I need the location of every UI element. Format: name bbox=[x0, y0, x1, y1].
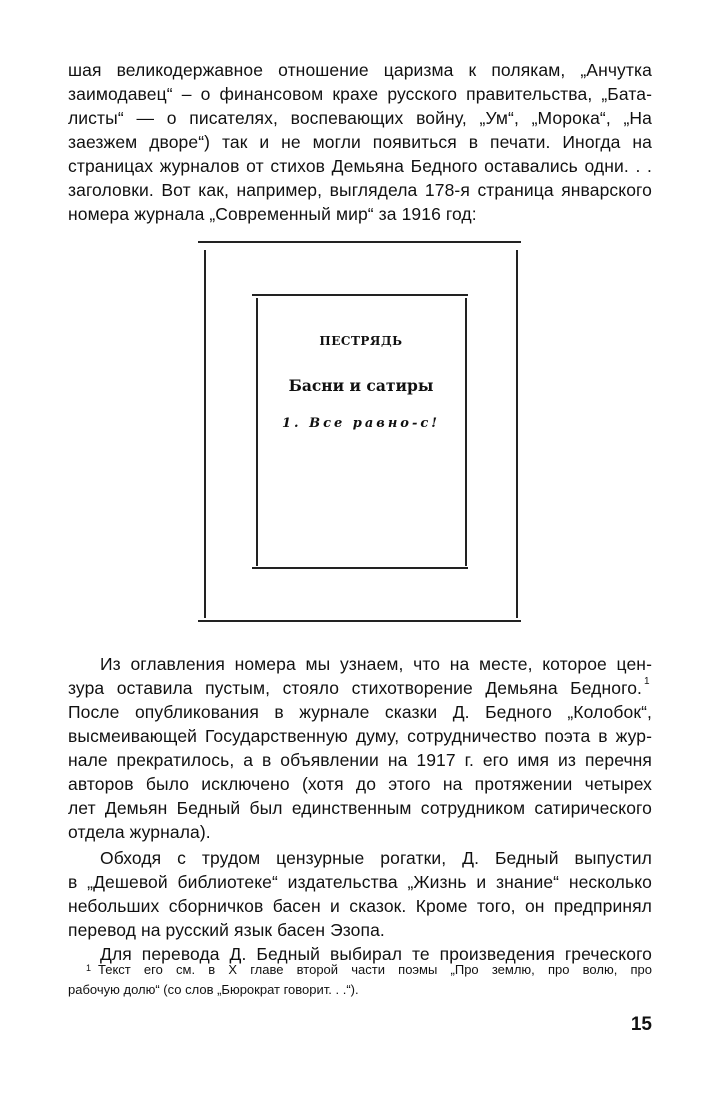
text-line: в „Дешевой библиотеке“ издательства „Жизнь и знание“ несколько bbox=[68, 872, 652, 892]
text-line: небольших сборничков басен и сказок. Кроме того, он предпринял bbox=[68, 896, 652, 916]
text-line: лет Демьян Бедный был единственным сотрудником сатирического bbox=[68, 798, 652, 818]
text-line: высмеивающей Государственную думу, сотрудничество поэта в жур- bbox=[68, 726, 652, 746]
footnote-line: рабочую долю“ (со слов „Бюрократ говорит. . .“). bbox=[68, 982, 359, 997]
text-line: шая великодержавное отношение царизма к полякам, „Анчутка bbox=[68, 60, 652, 80]
figure-item: 1. Все равно-с! bbox=[281, 416, 440, 431]
text-line: Из оглавления номера мы узнаем, что на месте, которое цен- bbox=[100, 654, 652, 674]
text-line: нале прекратилось, а в объявлении на 1917 г. его имя из перечня bbox=[68, 750, 652, 770]
text-line: номера журнала „Современный мир“ за 1916 год: bbox=[68, 204, 477, 224]
text-line-content: зура оставила пустым, стояло стихотворение Демьяна Бедного. bbox=[68, 678, 642, 698]
footnote-line: Текст его см. в X главе второй части поэмы „Про землю, про волю, про bbox=[98, 962, 652, 977]
text-line: авторов было исключено (хотя до этого на протяжении четырех bbox=[68, 774, 652, 794]
inner-frame-bottom-rule bbox=[252, 567, 468, 569]
text-line: После опубликования в журнале сказки Д. Бедного „Колобок“, bbox=[68, 702, 652, 722]
outer-frame-right-rule bbox=[516, 250, 518, 618]
text-line: перевод на русский язык басен Эзопа. bbox=[68, 920, 385, 940]
figure-subheading: Басни и сатиры bbox=[288, 376, 434, 395]
text-line: заимодавец“ – о финансовом крахе русского правительства, „Бата- bbox=[68, 84, 652, 104]
text-line: листы“ — о писателях, воспевающих войну, „Ум“, „Морока“, „На bbox=[68, 108, 652, 128]
text-line: заголовки. Вот как, например, выглядела 178-я страница январского bbox=[68, 180, 652, 200]
figure-heading: ПЕСТРЯДЬ bbox=[319, 334, 403, 348]
text-line: Для перевода Д. Бедный выбирал те произведения греческого bbox=[100, 944, 652, 964]
inner-frame-right-rule bbox=[465, 298, 467, 566]
page-number: 15 bbox=[630, 1014, 652, 1035]
text-line bbox=[68, 676, 642, 700]
outer-frame-top-rule bbox=[198, 241, 521, 243]
text-line: заезжем дворе“) так и не могли появиться в печати. Иногда на bbox=[68, 132, 652, 152]
outer-frame-bottom-rule bbox=[198, 620, 521, 622]
inner-frame-top-rule bbox=[252, 294, 468, 296]
text-line: страницах журналов от стихов Демьяна Бедного оставались одни. . . bbox=[68, 156, 652, 176]
outer-frame-left-rule bbox=[204, 250, 206, 618]
text-line: отдела журнала). bbox=[68, 822, 211, 842]
text-line: Обходя с трудом цензурные рогатки, Д. Бедный выпустил bbox=[100, 848, 652, 868]
